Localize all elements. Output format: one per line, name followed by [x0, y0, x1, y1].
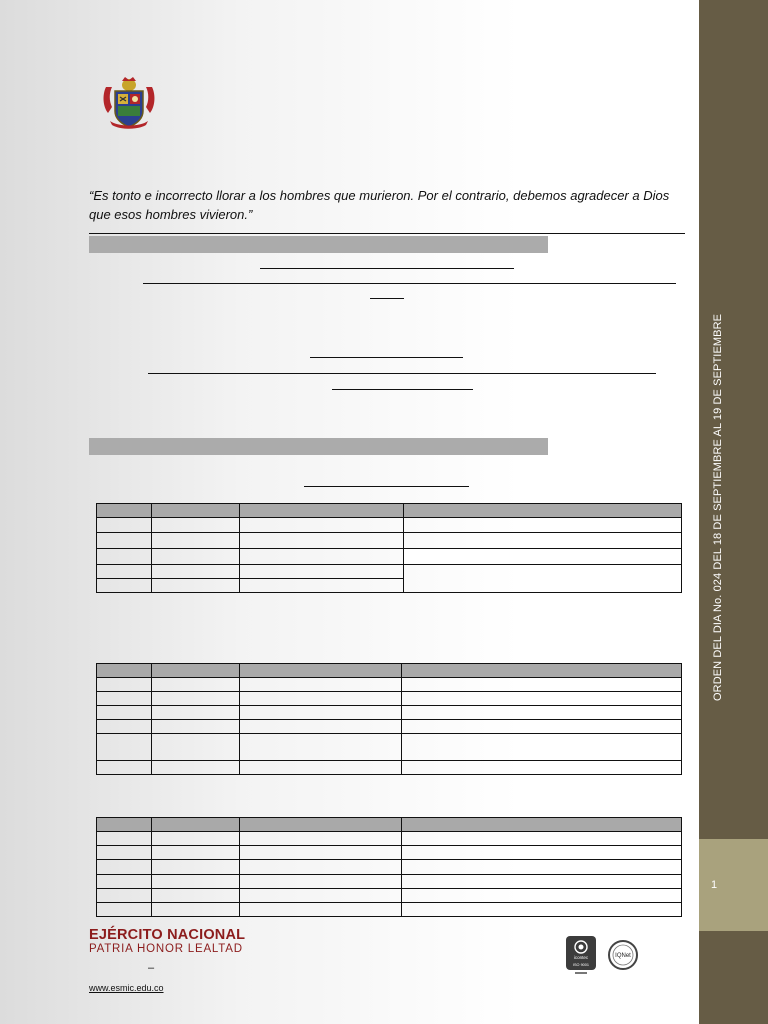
- page-number-box: [699, 839, 768, 931]
- iqnet-seal-icon: [606, 940, 640, 970]
- underline-5: [148, 373, 656, 374]
- icontec-label: icontec: [573, 955, 589, 960]
- brand-motto: PATRIA HONOR LEALTAD: [89, 943, 243, 955]
- table-3: [96, 817, 682, 917]
- website-link[interactable]: www.esmic.edu.co: [89, 983, 164, 993]
- underline-4: [310, 357, 463, 358]
- table-2: [96, 663, 682, 775]
- table-1: [96, 503, 682, 593]
- iqnet-label: IQNet: [615, 953, 631, 959]
- footer-dash: –: [148, 962, 155, 974]
- order-title-vertical: ORDEN DEL DIA No. 024 DEL 18 DE SEPTIEMBRE AL 19 DE SEPTIEMBRE: [712, 313, 724, 701]
- section-bar-1: [89, 236, 548, 253]
- crest-icon: [100, 77, 158, 131]
- quote-text: “Es tonto e incorrecto llorar a los hombres que murieron. Por el contrario, debemos agradecer a Dios que esos hombres vivieron.”: [89, 188, 670, 222]
- underline-7: [304, 486, 469, 487]
- icontec-seal-icon: [566, 936, 596, 976]
- underline-1: [260, 268, 514, 269]
- page-number: 1: [711, 879, 718, 891]
- underline-6: [332, 389, 473, 390]
- quote-divider: [89, 233, 685, 234]
- iso-label: ISO 9001: [572, 963, 590, 967]
- brand-name: EJÉRCITO NACIONAL: [89, 927, 246, 943]
- section-bar-2: [89, 438, 548, 455]
- underline-3: [370, 298, 404, 299]
- underline-2: [143, 283, 676, 284]
